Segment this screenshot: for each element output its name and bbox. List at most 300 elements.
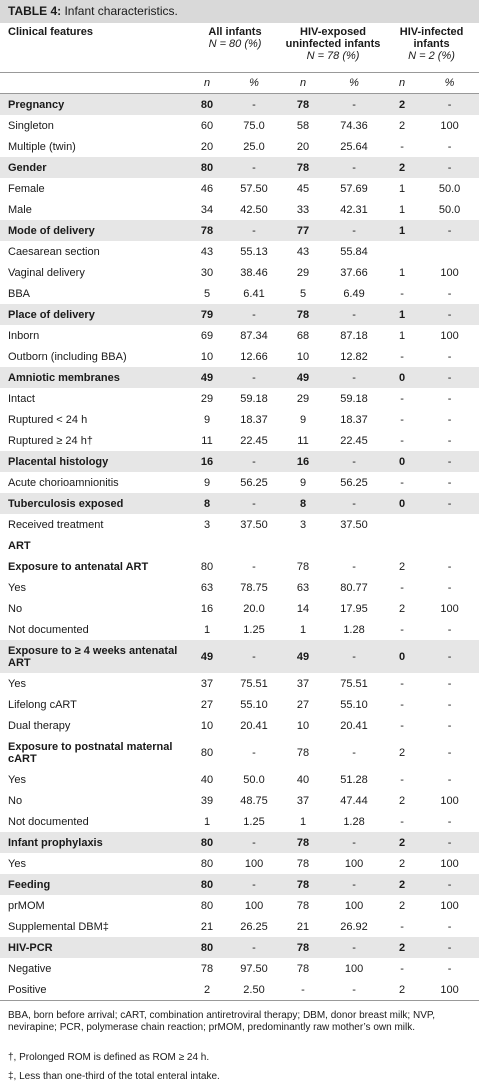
col-header-all-infants-line2: N = 80 (%) [208,38,262,50]
cell-n-infected: 2 [398,560,406,573]
cell-n-all: 46 [200,182,214,195]
cell-n-infected: 2 [398,602,406,615]
row-label: Intact [8,392,35,405]
subheader-pct-infected: % [420,73,479,94]
table-row [0,115,479,136]
table-row [0,556,479,577]
cell-n-all: 39 [200,794,214,807]
col-header-hiv-infected-line2: infants [413,38,450,50]
cell-pct-all: 12.66 [240,350,268,363]
table-row [0,535,479,556]
cell-n-all: 37 [200,677,214,690]
cell-n-infected: 1 [398,266,406,279]
table-row [0,598,479,619]
cell-n-all: 60 [200,119,214,132]
row-label: Vaginal delivery [8,266,85,279]
cell-n-infected: - [400,773,404,786]
cell-n-exposed: 20 [296,140,310,153]
cell-pct-exposed: 47.44 [340,794,368,807]
subheader-n-all: n [188,73,226,94]
row-label: Lifelong cART [8,698,77,711]
col-header-all-infants [188,23,282,73]
table-row [0,811,479,832]
cell-n-all: 79 [188,304,226,325]
row-label: No [8,794,23,807]
row-label: ART [8,539,31,552]
cell-n-infected: 2 [398,857,406,870]
cell-pct-all: - [226,220,282,241]
table-row [0,220,479,241]
cell-pct-exposed: 1.28 [343,815,365,828]
cell-pct-all: - [226,937,282,958]
row-label: Negative [8,962,52,975]
cell-pct-exposed: - [324,640,384,673]
cell-pct-infected: - [447,476,452,489]
table-row [0,178,479,199]
cell-pct-infected: - [420,157,479,178]
cell-pct-infected: 100 [440,899,459,912]
table-row [0,304,479,325]
cell-pct-infected: 50.0 [438,182,461,195]
cell-pct-infected: - [447,815,452,828]
cell-n-all: 80 [200,746,214,759]
cell-pct-all: 22.45 [240,434,268,447]
cell-pct-all: - [226,493,282,514]
table-row [0,694,479,715]
cell-pct-all: - [226,832,282,853]
footnote-dagger: †, Prolonged ROM is defined as ROM ≥ 24 h. [8,1052,210,1063]
cell-pct-infected [420,535,479,556]
row-label: Tuberculosis exposed [0,493,188,514]
row-label: Female [8,182,45,195]
cell-pct-all: 26.25 [240,920,268,933]
cell-pct-all: 87.34 [240,329,268,342]
table-row [0,514,479,535]
table-row [0,790,479,811]
row-label: Not documented [8,623,89,636]
cell-n-infected: - [400,962,404,975]
cell-pct-infected: - [420,640,479,673]
cell-n-infected: 2 [398,119,406,132]
table-number: TABLE 4: [8,4,62,18]
cell-pct-exposed: - [324,874,384,895]
cell-n-infected: 2 [384,979,420,1001]
cell-n-exposed: 78 [296,857,310,870]
cell-n-exposed: 29 [296,266,310,279]
cell-pct-all: 50.0 [243,773,265,786]
cell-pct-all: 42.50 [240,203,268,216]
cell-n-all: 40 [200,773,214,786]
cell-pct-infected: - [447,413,452,426]
cell-pct-infected: 100 [440,119,459,132]
table-row [0,895,479,916]
cell-n-all: 9 [203,413,211,426]
table-row [0,937,479,958]
cell-n-all: 80 [188,94,226,116]
cell-n-infected: - [400,581,404,594]
cell-n-exposed: 29 [296,392,310,405]
cell-n-exposed: 45 [296,182,310,195]
cell-n-exposed: 68 [296,329,310,342]
cell-n-exposed: 78 [282,832,324,853]
row-label: Yes [8,677,26,690]
cell-n-exposed: 1 [299,815,307,828]
cell-pct-exposed: - [324,979,384,1001]
cell-pct-infected: - [447,746,452,759]
row-label: Place of delivery [0,304,188,325]
cell-n-all: 10 [200,719,214,732]
cell-pct-exposed: 55.10 [340,698,368,711]
cell-n-infected: 1 [384,304,420,325]
cell-n-infected: - [400,350,404,363]
cell-pct-exposed: - [324,493,384,514]
col-header-clinical-features: Clinical features [8,26,93,38]
cell-pct-infected: - [447,434,452,447]
cell-pct-all: 100 [244,857,264,870]
cell-pct-all [226,535,282,556]
cell-n-all: 34 [200,203,214,216]
cell-pct-exposed: 55.84 [340,245,368,258]
cell-n-exposed: 78 [296,560,310,573]
cell-pct-infected [420,241,479,262]
cell-pct-infected: - [447,677,452,690]
cell-pct-exposed: 100 [344,899,364,912]
cell-pct-all: 48.75 [240,794,268,807]
cell-n-all: 10 [200,350,214,363]
cell-pct-infected: - [447,920,452,933]
cell-n-all: 8 [188,493,226,514]
cell-pct-infected: - [420,220,479,241]
cell-pct-infected [420,514,479,535]
row-label: Exposure to antenatal ART [8,560,149,573]
table-row [0,577,479,598]
table-row [0,493,479,514]
col-header-hiv-infected [384,23,479,73]
row-label: Not documented [8,815,89,828]
row-label: Supplemental DBM‡ [8,920,109,933]
subheader-pct-all: % [226,73,282,94]
table-row [0,262,479,283]
cell-pct-exposed: - [324,304,384,325]
cell-n-infected: 0 [384,367,420,388]
row-label: Yes [8,773,26,786]
table-row [0,367,479,388]
cell-n-exposed: 78 [296,899,310,912]
cell-n-infected: - [400,677,404,690]
cell-pct-exposed: - [324,220,384,241]
cell-n-infected: 0 [384,640,420,673]
cell-n-infected: - [400,434,404,447]
cell-n-infected: 2 [384,874,420,895]
cell-n-infected: 0 [384,493,420,514]
cell-n-exposed: 78 [282,304,324,325]
cell-n-all: 11 [201,434,213,447]
cell-pct-infected: - [447,140,452,153]
row-label: prMOM [8,899,45,912]
cell-pct-exposed: - [352,560,356,573]
cell-pct-infected: - [447,350,452,363]
table-row [0,832,479,853]
cell-pct-infected: 100 [440,857,459,870]
table-row [0,916,479,937]
cell-n-all: 43 [200,245,214,258]
cell-pct-infected: - [447,287,452,300]
row-label: Ruptured < 24 h [8,413,88,426]
table-row [0,241,479,262]
table-row [0,283,479,304]
col-header-hiv-exposed-line1: HIV-exposed [300,26,367,38]
cell-pct-infected: 100 [420,979,479,1001]
row-label: Exposure to ≥ 4 weeks antenatal ART [0,640,188,673]
cell-n-infected: - [400,413,404,426]
row-label: Yes [8,857,26,870]
cell-pct-all: 1.25 [243,623,265,636]
cell-pct-all: 25.0 [243,140,265,153]
table-row [0,157,479,178]
cell-n-exposed: 10 [296,719,310,732]
cell-n-exposed: 63 [296,581,310,594]
cell-n-exposed: 33 [296,203,310,216]
cell-n-all: 29 [200,392,214,405]
cell-pct-all: 57.50 [240,182,268,195]
cell-n-exposed: 1 [299,623,307,636]
col-header-hiv-infected-line1: HIV-infected [399,26,464,38]
table-caption: Infant characteristics. [61,4,178,18]
row-label: No [8,602,23,615]
cell-n-exposed: 78 [282,94,324,116]
cell-pct-exposed: 25.64 [340,140,368,153]
cell-pct-infected: - [447,560,452,573]
cell-n-exposed: 14 [296,602,310,615]
cell-n-all: 78 [188,220,226,241]
row-label: BBA [8,287,31,300]
cell-n-exposed: 78 [282,157,324,178]
cell-pct-all: - [252,746,256,759]
col-header-hiv-infected-line3: N = 2 (%) [408,50,455,62]
subheader-pct-exposed: % [324,73,384,94]
cell-pct-exposed: 74.36 [340,119,368,132]
cell-n-all: 20 [200,140,214,153]
cell-n-exposed: 3 [299,518,307,531]
cell-n-all: 80 [188,157,226,178]
cell-pct-exposed: - [324,94,384,116]
row-label: Placental histology [0,451,188,472]
cell-n-all: 1 [203,815,211,828]
table-row [0,769,479,790]
subheader-n-infected: n [384,73,420,94]
cell-pct-exposed: 37.66 [340,266,368,279]
cell-n-all: 3 [203,518,211,531]
cell-pct-all: 55.13 [240,245,268,258]
cell-n-exposed: 9 [299,476,307,489]
cell-pct-infected: - [420,832,479,853]
cell-pct-infected: - [420,937,479,958]
cell-n-infected: 2 [384,94,420,116]
cell-n-infected: - [400,719,404,732]
cell-n-infected: 2 [398,746,406,759]
cell-pct-exposed: 42.31 [340,203,368,216]
cell-n-all: 80 [200,899,214,912]
cell-n-exposed: - [282,979,324,1001]
cell-n-infected: - [400,920,404,933]
table-row [0,640,479,673]
cell-pct-all: - [226,157,282,178]
cell-n-infected: - [400,476,404,489]
table-row [0,619,479,640]
cell-pct-infected: - [447,719,452,732]
cell-pct-exposed [324,535,384,556]
cell-pct-exposed: - [324,451,384,472]
table-row [0,673,479,694]
cell-pct-infected: - [447,773,452,786]
row-label: Acute chorioamnionitis [8,476,119,489]
cell-n-all: 69 [200,329,214,342]
cell-pct-all: 75.51 [240,677,268,690]
cell-n-exposed: 37 [296,677,310,690]
cell-n-exposed [282,535,324,556]
cell-n-all: 5 [203,287,211,300]
cell-n-all: 78 [200,962,214,975]
table-row [0,199,479,220]
cell-n-infected [384,514,420,535]
row-label: HIV-PCR [0,937,188,958]
cell-n-infected: 2 [398,899,406,912]
row-label: Feeding [0,874,188,895]
cell-n-infected: - [400,815,404,828]
cell-pct-infected: - [447,581,452,594]
cell-pct-all: 97.50 [240,962,268,975]
cell-pct-infected: - [447,962,452,975]
cell-n-infected: - [400,140,404,153]
cell-n-exposed: 49 [282,367,324,388]
cell-pct-exposed: 87.18 [340,329,368,342]
cell-n-all: 16 [200,602,214,615]
cell-n-exposed: 43 [296,245,310,258]
subheader-blank [0,73,188,94]
cell-pct-infected: - [420,874,479,895]
cell-n-exposed: 40 [296,773,310,786]
cell-pct-all: 59.18 [240,392,268,405]
cell-n-exposed: 77 [282,220,324,241]
cell-pct-exposed: - [352,746,356,759]
cell-pct-all: - [226,640,282,673]
cell-pct-exposed: - [324,367,384,388]
cell-n-exposed: 10 [296,350,310,363]
infant-characteristics-table [0,23,479,1001]
table-row [0,409,479,430]
cell-n-infected: 2 [384,832,420,853]
row-label: Gender [0,157,188,178]
cell-n-all: 30 [200,266,214,279]
table-row [0,94,479,116]
cell-pct-infected: 50.0 [438,203,461,216]
cell-pct-infected: - [447,392,452,405]
cell-n-infected: 2 [398,794,406,807]
cell-n-exposed: 5 [299,287,307,300]
cell-n-all: 49 [188,640,226,673]
col-header-all-infants-line1: All infants [208,26,262,38]
cell-pct-all: - [252,560,256,573]
cell-pct-all: 75.0 [243,119,265,132]
cell-n-infected [384,535,420,556]
cell-pct-infected: 100 [440,602,459,615]
cell-n-infected: 2 [384,937,420,958]
cell-n-all: 27 [200,698,214,711]
row-label: Amniotic membranes [0,367,188,388]
cell-pct-all: 56.25 [240,476,268,489]
cell-n-all: 80 [188,832,226,853]
table-row [0,874,479,895]
table-row [0,715,479,736]
cell-pct-exposed: 20.41 [340,719,368,732]
row-label: Caesarean section [8,245,100,258]
table-row [0,136,479,157]
cell-n-infected: - [400,623,404,636]
cell-n-exposed: 78 [282,874,324,895]
cell-n-infected: 1 [398,329,406,342]
cell-pct-exposed: 26.92 [340,920,368,933]
cell-n-exposed: 37 [296,794,310,807]
footnote-double-dagger: ‡, Less than one-third of the total enteral intake. [8,1071,220,1082]
cell-pct-exposed: 75.51 [340,677,368,690]
cell-n-exposed: 16 [282,451,324,472]
cell-pct-infected: 100 [440,329,459,342]
cell-n-exposed: 8 [282,493,324,514]
cell-n-all: 16 [188,451,226,472]
cell-n-infected: - [400,287,404,300]
subheader-row [0,73,479,94]
cell-pct-infected: - [420,367,479,388]
cell-pct-exposed: 12.82 [340,350,368,363]
cell-pct-infected: - [447,623,452,636]
cell-n-all: 2 [188,979,226,1001]
cell-pct-exposed: 51.28 [340,773,368,786]
cell-n-infected: - [400,392,404,405]
table-title [0,0,479,23]
cell-pct-exposed: - [324,157,384,178]
cell-pct-all: - [226,94,282,116]
row-label: Dual therapy [8,719,71,732]
header-row [0,23,479,73]
cell-pct-all: 100 [244,899,264,912]
cell-n-all: 49 [188,367,226,388]
cell-n-all: 80 [200,857,214,870]
col-header-hiv-exposed-line3: N = 78 (%) [306,50,360,62]
cell-pct-exposed: 100 [344,857,364,870]
cell-n-exposed: 27 [296,698,310,711]
row-label: Yes [8,581,26,594]
cell-pct-exposed: 80.77 [340,581,368,594]
col-header-hiv-exposed [282,23,384,73]
cell-n-infected: 1 [398,203,406,216]
cell-pct-all: 1.25 [243,815,265,828]
cell-n-exposed: 78 [296,746,310,759]
table-row [0,958,479,979]
cell-n-all: 80 [200,560,214,573]
cell-pct-infected: - [420,304,479,325]
table-row [0,388,479,409]
cell-n-all: 80 [188,937,226,958]
subheader-n-exposed: n [282,73,324,94]
table-row [0,346,479,367]
cell-pct-infected: - [420,94,479,116]
row-label: Mode of delivery [0,220,188,241]
cell-pct-exposed: 17.95 [340,602,368,615]
cell-n-infected: 0 [384,451,420,472]
row-label: Infant prophylaxis [0,832,188,853]
cell-pct-all: 20.41 [240,719,268,732]
row-label: Singleton [8,119,54,132]
